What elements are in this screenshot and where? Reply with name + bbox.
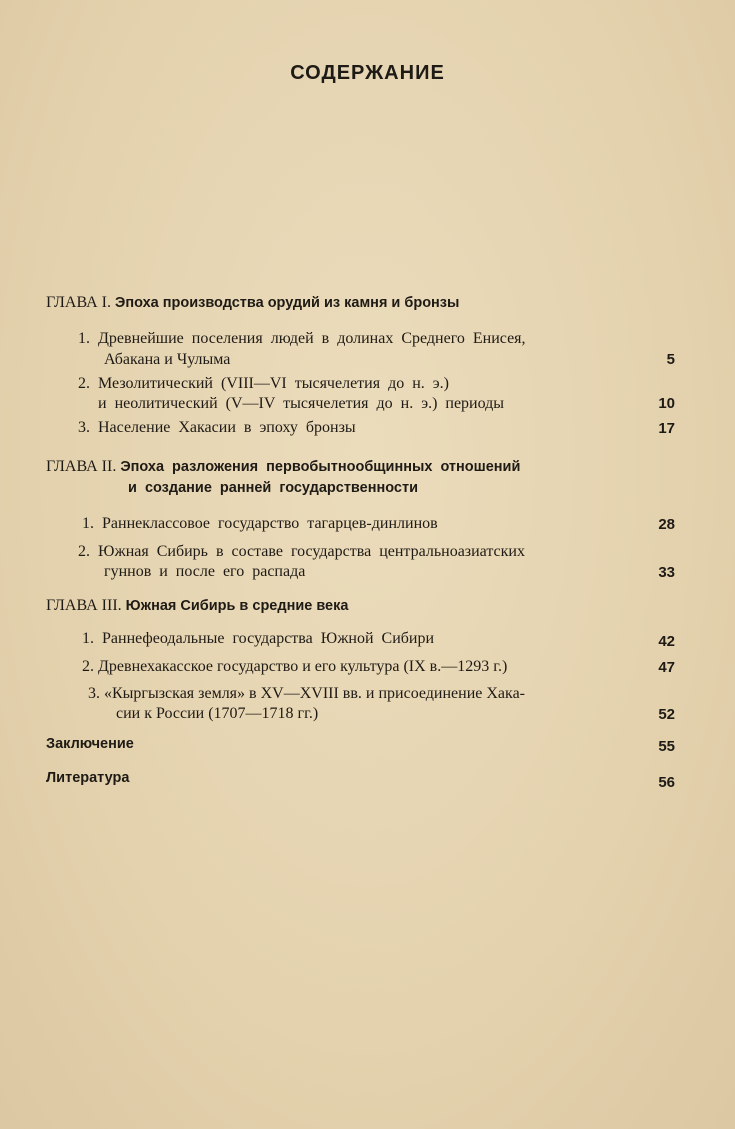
toc-entry-3-2-page: 47 <box>658 659 675 676</box>
toc-entry-2-2-page: 33 <box>658 564 675 581</box>
toc-entry-2-1-line1: 1. Раннеклассовое государство тагарцев-динлинов <box>82 515 438 532</box>
toc-entry-2-2-line2: гуннов и после его распада <box>104 563 306 580</box>
chapter-3-heading <box>46 595 348 617</box>
literature-page: 56 <box>658 774 675 791</box>
conclusion-label: Заключение <box>46 736 134 752</box>
toc-entry-3-3-page: 52 <box>658 706 675 723</box>
literature-label: Литература <box>46 770 130 786</box>
toc-entry-2-2-line1: 2. Южная Сибирь в составе государства центральноазиатских <box>78 543 525 560</box>
toc-entry-3-1-line1: 1. Раннефеодальные государства Южной Сибири <box>82 630 435 647</box>
toc-entry-3-1-page: 42 <box>658 633 675 650</box>
conclusion-page: 55 <box>658 738 675 755</box>
chapter-2-title-line2: и создание ранней государственности <box>128 480 418 496</box>
page-title: СОДЕРЖАНИЕ <box>290 62 445 84</box>
toc-entry-1-1-line1: 1. Древнейшие поселения людей в долинах Среднего Енисея, <box>78 330 526 347</box>
toc-entry-3-3-line1: 3. «Кыргызская земля» в XV—XVIII вв. и присоединение Хака- <box>88 685 525 702</box>
toc-entry-3-2-line1: 2. Древнехакасское государство и его культура (IX в.—1293 г.) <box>82 658 508 675</box>
chapter-1-title: Эпоха производства орудий из камня и бронзы <box>115 295 460 311</box>
chapter-2-heading <box>46 456 520 478</box>
toc-entry-1-1-line2: Абакана и Чулыма <box>104 351 231 368</box>
chapter-3-label: ГЛАВА III. <box>46 597 122 614</box>
chapter-2-label: ГЛАВА II. <box>46 458 117 475</box>
toc-entry-1-3-line1: 3. Население Хакасии в эпоху бронзы <box>78 419 356 436</box>
chapter-3-title: Южная Сибирь в средние века <box>125 598 349 614</box>
chapter-1-heading <box>46 292 459 314</box>
toc-entry-1-2-line2: и неолитический (V—IV тысячелетия до н. э.) периоды <box>98 395 505 412</box>
toc-entry-3-3-line2: сии к России (1707—1718 гг.) <box>116 705 319 722</box>
toc-entry-1-2-line1: 2. Мезолитический (VIII—VI тысячелетия до н. э.) <box>78 375 449 392</box>
toc-entry-1-2-page: 10 <box>658 395 675 412</box>
chapter-2-title-line1: Эпоха разложения первобытнообщинных отношений <box>120 459 521 475</box>
toc-entry-1-3-page: 17 <box>658 420 675 437</box>
chapter-1-label: ГЛАВА I. <box>46 294 111 311</box>
toc-entry-2-1-page: 28 <box>658 516 675 533</box>
toc-entry-1-1-page: 5 <box>666 351 675 368</box>
